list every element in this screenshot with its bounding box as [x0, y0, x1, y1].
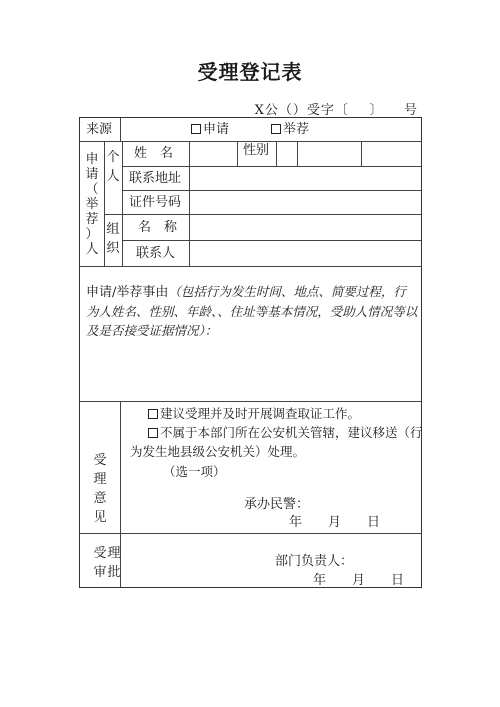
source-option-report[interactable]: 举荐: [271, 122, 309, 138]
reason-heading: 申请/举荐事由: [86, 285, 169, 300]
checkbox-transfer[interactable]: [148, 428, 158, 438]
officer-label: 承办民警：: [244, 497, 310, 512]
reason-detail: （包括行为发生时间、地点、简要过程，行为人姓名、性别、年龄、、住址等基本情况，受助人情况等以及是否接受证据情况）：: [86, 284, 418, 338]
row-divider: [80, 401, 421, 402]
col-divider: [189, 141, 190, 266]
row-divider: [80, 266, 421, 267]
opinion-option-transfer[interactable]: 不属于本部门所在公安机关管辖，建议移送（行: [148, 425, 423, 441]
applicant-label: 申 请 （ 举 荐 ） 人: [85, 152, 99, 257]
approval-label-right: 理 批: [107, 546, 121, 580]
opinion-date: 年 月 日: [289, 515, 381, 530]
checkbox-apply[interactable]: [191, 124, 201, 134]
name-label: 姓 名: [134, 146, 174, 161]
org-name-label: 名 称: [138, 220, 178, 235]
choose-one-note: （选一项）: [163, 464, 226, 479]
approval-date: 年 月 日: [313, 573, 405, 588]
source-option-apply[interactable]: 申请: [191, 122, 229, 138]
individual-label: 个 人: [106, 150, 120, 184]
gender-label: 性别: [243, 143, 270, 158]
department-head-label: 部门负责人：: [275, 554, 354, 569]
checkbox-report[interactable]: [271, 124, 281, 134]
form-title: 受理登记表: [197, 60, 303, 84]
row-divider: [122, 166, 421, 167]
checkbox-accept[interactable]: [148, 409, 158, 419]
row-divider: [80, 533, 421, 534]
row-divider: [122, 240, 421, 241]
approval-label-left: 受 审: [93, 546, 107, 580]
row-divider: [104, 214, 421, 215]
opinion-option-accept[interactable]: 建议受理并及时开展调查取证工作。: [148, 406, 360, 422]
id-number-label: 证件号码: [129, 195, 182, 210]
opinion-option-transfer-cont: 为发生地县级公安机关）处理。: [130, 444, 306, 459]
registration-form: [79, 117, 422, 588]
contact-person-label: 联系人: [136, 246, 176, 261]
col-divider: [120, 118, 121, 141]
source-label: 来源: [86, 122, 113, 137]
reason-section: [86, 282, 418, 340]
col-divider: [237, 141, 238, 166]
col-divider: [276, 141, 277, 166]
row-divider: [122, 190, 421, 191]
organization-label: 组 织: [106, 222, 120, 256]
opinion-label: 受 理 意 见: [93, 453, 107, 525]
col-divider: [122, 141, 123, 266]
address-label: 联系地址: [129, 171, 182, 186]
col-divider: [297, 141, 298, 166]
row-divider: [80, 141, 421, 142]
col-divider: [361, 141, 362, 166]
document-number: X公（）受字〔 〕 号: [254, 103, 418, 118]
